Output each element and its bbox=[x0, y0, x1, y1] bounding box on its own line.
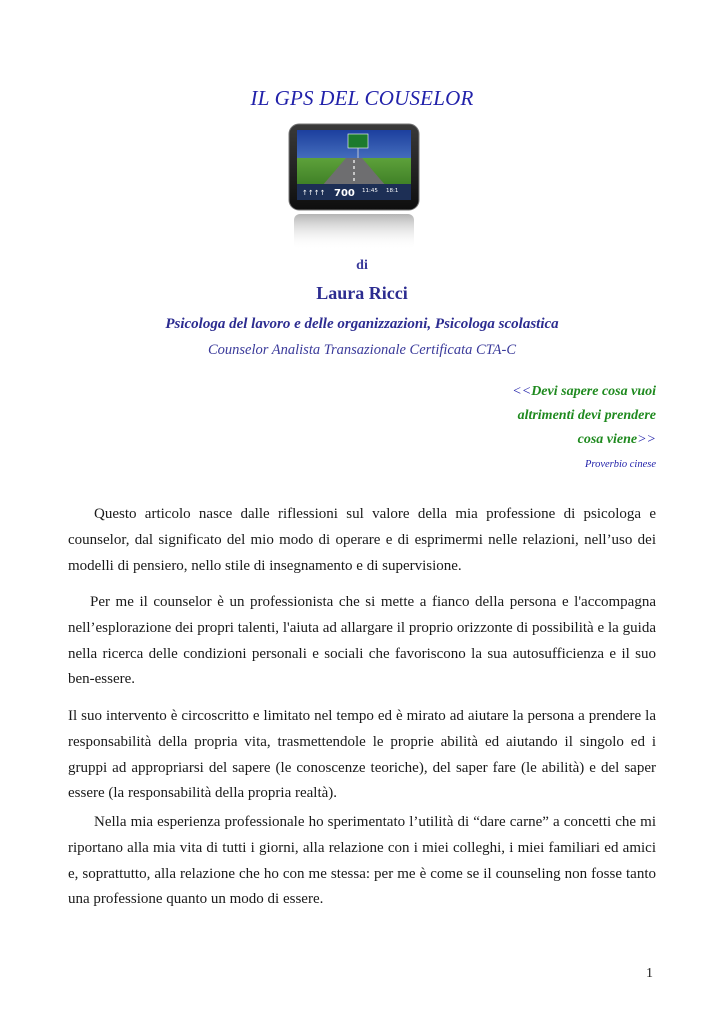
gps-device-image bbox=[286, 122, 422, 252]
gps-time-readout: 18:1 bbox=[386, 188, 399, 194]
epigraph-line-2 bbox=[518, 408, 656, 424]
epigraph-text-3: cosa viene bbox=[577, 432, 638, 447]
epigraph-text-1: Devi sapere cosa vuoi bbox=[531, 384, 656, 399]
epigraph-line-1 bbox=[512, 384, 656, 400]
epigraph-attribution: Proverbio cinese bbox=[584, 459, 656, 470]
gps-device-icon bbox=[286, 122, 422, 252]
epigraph-open-marks: << bbox=[512, 384, 532, 399]
body-paragraph: Il suo intervento è circoscritto e limitato nel tempo ed è mirato ad aiutare la persona a prendere la responsabilità della propria vita, trasmettendole le proprie abilità ed aiutando il singolo ed i gruppi ad appropriarsi del sapere (le conoscenze teoriche), del saper fare (le abilità) e del saper essere (la responsabilità della propria realtà). bbox=[68, 708, 656, 802]
author-role-primary: Psicologa del lavoro e delle organizzazioni, Psicologa scolastica bbox=[165, 316, 559, 332]
svg-text:↑↑↑↑: ↑↑↑↑ bbox=[302, 189, 326, 197]
gps-distance-readout: 11:45 bbox=[362, 188, 378, 194]
epigraph-text-2: altrimenti devi prendere bbox=[517, 408, 656, 423]
document-title: IL GPS DEL COUSELOR bbox=[250, 86, 474, 110]
author-role-secondary: Counselor Analista Transazionale Certificata CTA-C bbox=[207, 342, 517, 358]
gps-speed-readout: 700 bbox=[334, 188, 355, 199]
body-paragraph: Nella mia esperienza professionale ho sperimentato l’utilità di “dare carne” a concetti che mi riportano alla mia vita di tutti i giorni, alla relazione con i miei colleghi, i miei familiari ed amici e, soprattutto, alla relazione che ho con me stessa: per me è come se il counseling non fosse tanto una professione quanto un modo di essere. bbox=[68, 814, 656, 908]
byline-di: di bbox=[356, 258, 368, 273]
epigraph-close-marks: >> bbox=[637, 432, 656, 447]
body-paragraph: Per me il counselor è un professionista che si mette a fianco della persona e l'accompagna nell’esplorazione dei propri talenti, l'aiuta ad allargare il proprio orizzonte di possibilità e la guida nella ricerca delle condizioni personali e sociali che favoriscono la sua autosufficienza e il suo ben-essere. bbox=[68, 594, 656, 688]
epigraph-line-3 bbox=[578, 432, 656, 448]
page-number: 1 bbox=[646, 966, 653, 981]
body-paragraph: Questo articolo nasce dalle riflessioni sul valore della mia professione di psicologa e counselor, dal significato del mio modo di operare e di esprimermi nelle relazioni, nell’uso dei modelli di pensiero, nello stile di insegnamento e di supervisione. bbox=[68, 506, 656, 574]
author-name: Laura Ricci bbox=[316, 283, 408, 303]
